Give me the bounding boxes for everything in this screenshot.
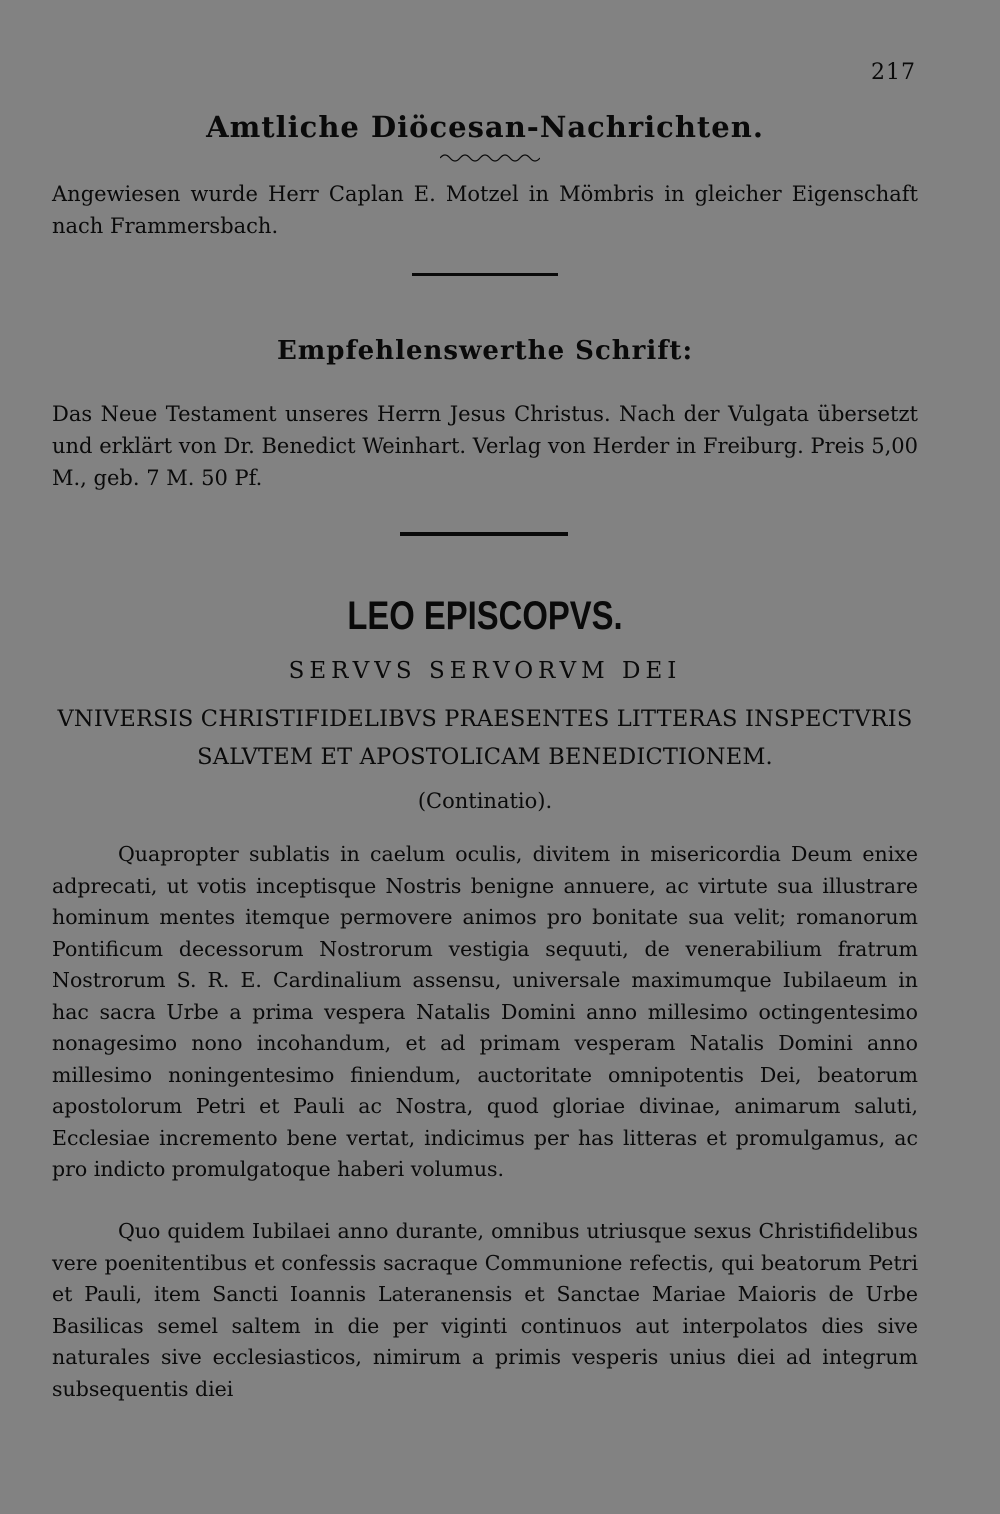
page-number: 217 (871, 60, 916, 85)
continuation-note: (Continatio). (417, 789, 553, 813)
bull-address: VNIVERSIS CHRISTIFIDELIBVS PRAESENTES LITTERAS INSPECTVRIS SALVTEM ET APOSTOLICAM BENEDICTIONEM. (57, 706, 913, 770)
bull-subtitle: SERVVS SERVORVM DEI (288, 658, 682, 684)
section-heading-diocesan-news: Amtliche Diöcesan-Nachrichten. (206, 110, 764, 144)
bull-paragraph: Quo quidem Iubilaei anno durante, omnibus utriusque sexus Christifidelibus vere poenitentibus et confessis sacraque Communione refectis, qui beatorum Petri et Pauli, item Sancti Ioannis Lateranensis et Sanctae Mariae Maioris de Urbe Basilicas semel saltem in die per viginti continuos aut interpolatos dies sive naturales sive ecclesiasticos, nimirum a primis vesperis unius diei ad integrum subsequentis diei (52, 1219, 918, 1401)
decorative-squiggle (440, 152, 540, 164)
bull-title: LEO EPISCOPVS. (347, 594, 623, 638)
book-recommendation: Das Neue Testament unseres Herrn Jesus Christus. Nach der Vulgata übersetzt und erklärt von Dr. Benedict Weinhart. Verlag von Herder in Freiburg. Preis 5,00 M., geb. 7 M. 50 Pf. (52, 402, 918, 490)
section-heading-recommended-book: Empfehlenswerthe Schrift: (276, 336, 694, 366)
assignment-notice: Angewiesen wurde Herr Caplan E. Motzel in Mömbris in gleicher Eigenschaft nach Frammersbach. (52, 182, 918, 238)
section-divider (400, 532, 568, 536)
bull-paragraph: Quapropter sublatis in caelum oculis, divitem in misericordia Deum enixe adprecati, ut votis inceptisque Nostris benigne annuere, ac virtute sua illustrare hominum mentes itemque permovere animos pro bonitate sua velit; romanorum Pontificum decessorum Nostrorum vestigia sequuti, de venerabilium fratrum Nostrorum S. R. E. Cardinalium assensu, universale maximumque Iubilaeum in hac sacra Urbe a prima vespera Natalis Domini anno millesimo octingentesimo nonagesimo nono incohandum, et ad primam vesperam Natalis Domini anno millesimo noningentesimo finiendum, auctoritate omnipotentis Dei, beatorum apostolorum Petri et Pauli ac Nostra, quod gloriae divinae, animarum saluti, Ecclesiae incremento bene vertat, indicimus per has litteras et promulgamus, ac pro indicto promulgatoque haberi volumus. (52, 842, 918, 1181)
section-divider (412, 273, 558, 276)
